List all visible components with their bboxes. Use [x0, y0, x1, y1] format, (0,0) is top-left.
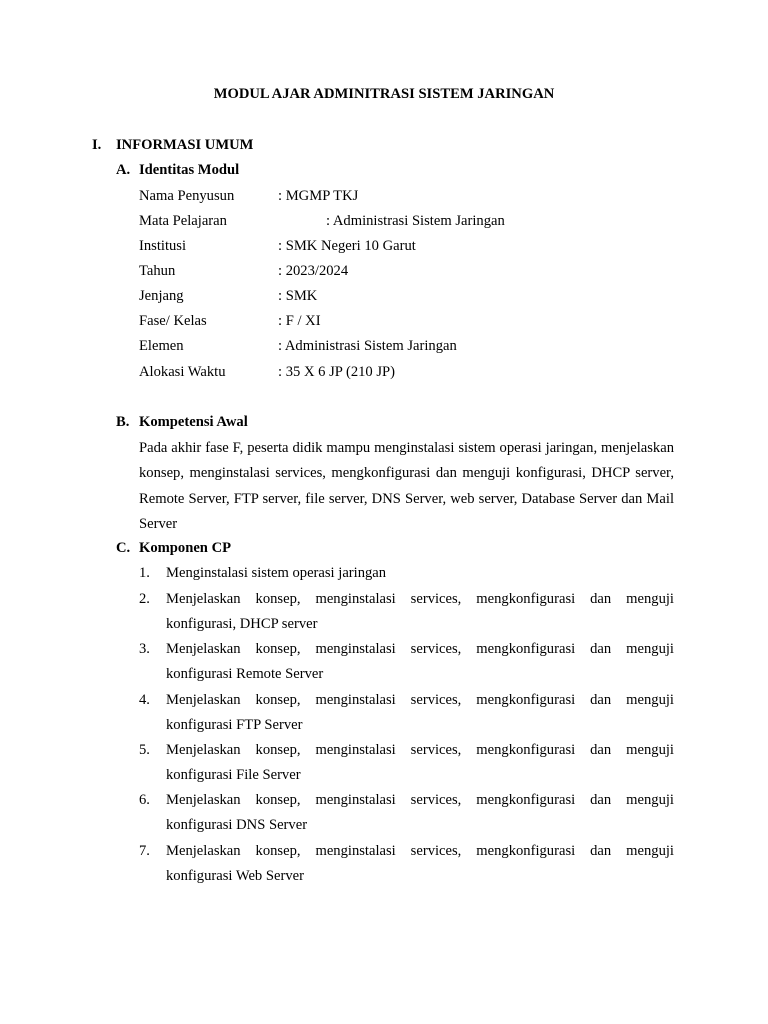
list-item-text: Menjelaskan konsep, menginstalasi services, mengkonfigurasi dan menguji konfigurasi Remote Server — [166, 641, 674, 683]
list-item-number: 1. — [139, 565, 150, 581]
section-number: I. — [92, 137, 102, 153]
list-item-number: 2. — [139, 591, 150, 607]
list-item-text: Menjelaskan konsep, menginstalasi services, mengkonfigurasi dan menguji konfigurasi File Server — [166, 742, 674, 784]
list-item-number: 7. — [139, 843, 150, 859]
list-item-number: 5. — [139, 742, 150, 758]
identity-label: Tahun — [139, 263, 176, 279]
subsection-letter: B. — [116, 414, 130, 430]
identity-value: : Administrasi Sistem Jaringan — [326, 213, 505, 229]
section-heading: INFORMASI UMUM — [116, 137, 254, 153]
subsection-letter: A. — [116, 162, 131, 178]
identity-label: Nama Penyusun — [139, 188, 235, 204]
identity-value: : SMK Negeri 10 Garut — [278, 238, 416, 254]
identity-label: Institusi — [139, 238, 187, 254]
identity-label: Jenjang — [139, 288, 184, 304]
list-item-text: Menjelaskan konsep, menginstalasi services, mengkonfigurasi dan menguji konfigurasi Web Server — [166, 843, 674, 885]
list-item-number: 4. — [139, 692, 150, 708]
identity-value: : SMK — [278, 288, 318, 304]
list-item-number: 3. — [139, 641, 150, 657]
identity-value: : 2023/2024 — [278, 263, 349, 279]
identity-value: : F / XI — [278, 313, 321, 329]
subsection-letter: C. — [116, 540, 131, 556]
subsection-heading: Identitas Modul — [139, 162, 240, 178]
competence-paragraph: Pada akhir fase F, peserta didik mampu menginstalasi sistem operasi jaringan, menjelaskan konsep, menginstalasi services, mengkonfigurasi dan menguji konfigurasi, DHCP server, Remote Server, FTP server, file server, DNS Server, web server, Database Server dan Mail Server — [139, 440, 674, 532]
identity-value: : MGMP TKJ — [278, 188, 359, 204]
identity-label: Elemen — [139, 338, 184, 354]
list-item-text: Menjelaskan konsep, menginstalasi services, mengkonfigurasi dan menguji konfigurasi, DHCP server — [166, 591, 674, 633]
subsection-heading: Komponen CP — [139, 540, 232, 556]
subsection-heading: Kompetensi Awal — [139, 414, 248, 430]
list-item-text: Menginstalasi sistem operasi jaringan — [166, 565, 387, 581]
list-item-text: Menjelaskan konsep, menginstalasi services, mengkonfigurasi dan menguji konfigurasi DNS Server — [166, 792, 674, 834]
identity-label: Alokasi Waktu — [139, 364, 226, 380]
identity-label: Fase/ Kelas — [139, 313, 207, 329]
identity-value: : Administrasi Sistem Jaringan — [278, 338, 457, 354]
list-item-text: Menjelaskan konsep, menginstalasi services, mengkonfigurasi dan menguji konfigurasi FTP Server — [166, 692, 674, 734]
identity-value: : 35 X 6 JP (210 JP) — [278, 364, 396, 380]
list-item-number: 6. — [139, 792, 150, 808]
identity-label: Mata Pelajaran — [139, 213, 227, 229]
document-title: MODUL AJAR ADMINITRASI SISTEM JARINGAN — [213, 86, 555, 102]
